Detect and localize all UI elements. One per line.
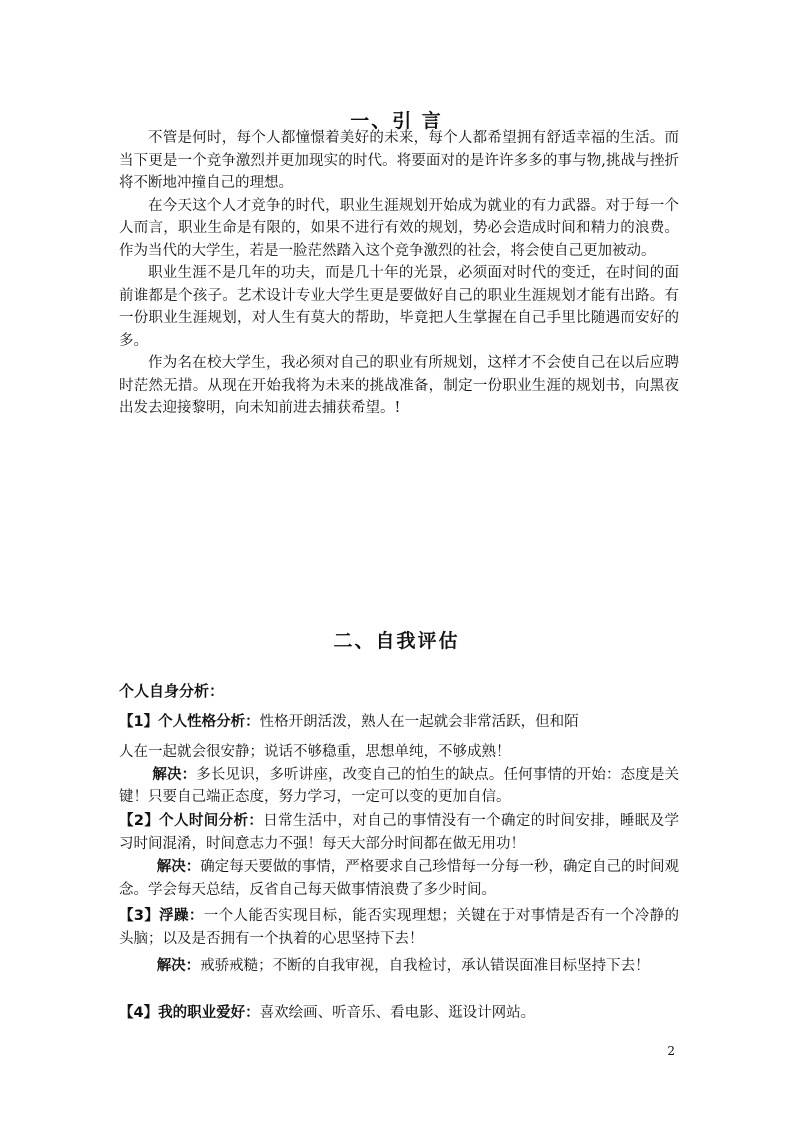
intro-paragraph: 作为名在校大学生，我必须对自己的职业有所规划，这样才不会使自己在以后应聘时茫然无措。从现在开始我将为未来的挑战准备，制定一份职业生涯的规划书，向黑夜出发去迎接黎明，向未知前进去捕获希望。!	[119, 355, 679, 416]
item-text: 日常生活中，对自己的事情没有一个确定的时间安排，睡眠及学习时间混淆，时间意志力不强！每天大部分时间都在做无用功！	[119, 813, 679, 852]
intro-paragraph: 职业生涯不是几年的功夫，而是几十年的光景，必须面对时代的变迁，在时间的面前谁都是个孩子。艺术设计专业大学生更是要做好自己的职业生涯规划才能有出路。有一份职业生涯规划，对人生有莫大的帮助，毕竟把人生掌握在自己手里比随遇而安好的多。	[119, 265, 679, 349]
section2-title: 二、自我评估	[333, 630, 460, 652]
item-text: 喜欢绘画、听音乐、看电影、逛设计网站。	[259, 1005, 536, 1021]
intro-paragraph: 不管是何时，每个人都憧憬着美好的未来，每个人都希望拥有舒适幸福的生活。而当下更是一个竞争激烈并更加现实的时代。将要面对的是许许多多的事与物,挑战与挫折将不断地冲撞自己的理想。	[119, 130, 679, 191]
solve-label: 解决：	[152, 766, 197, 783]
item-time	[119, 810, 679, 855]
item-label: 【4】我的职业爱好：	[119, 1005, 260, 1021]
item-hobby	[119, 1002, 679, 1025]
item-personality-cont	[119, 741, 679, 809]
solve-text: 多长见识，多听讲座，改变自己的怕生的缺点。任何事情的开始：态度是关键！只要自己端正态度，努力学习，一定可以变的更加自信。	[119, 766, 680, 805]
item-label: 【3】浮躁：	[119, 908, 204, 924]
item-label: 【1】个人性格分析：	[119, 714, 260, 730]
page-number: 2	[667, 1044, 675, 1058]
section1-title: 一、引 言	[350, 110, 443, 132]
item-personality	[119, 711, 679, 734]
item-label: 【2】个人时间分析：	[119, 813, 264, 829]
solve-text: 确定每天要做的事情，严格要求自己珍惜每一分每一秒，确定自己的时间观念。学会每天总结，反省自己每天做事情浪费了多少时间。	[119, 859, 680, 898]
item-impetuous-solve	[119, 955, 679, 978]
intro-paragraph: 在今天这个人才竞争的时代，职业生涯规划开始成为就业的有力武器。对于每一个人而言，职业生命是有限的，如果不进行有效的规划，势必会造成时间和精力的浪费。作为当代的大学生，若是一脸茫然踏入这个竞争激烈的社会，将会使自己更加被动。	[119, 197, 679, 259]
solve-text: 戒骄戒糙；不断的自我审视，自我检讨，承认错误面准目标坚持下去！	[200, 958, 650, 974]
solve-label: 解决：	[156, 859, 201, 875]
self-analysis-heading: 个人自身分析：	[119, 682, 225, 700]
item-impetuous	[119, 905, 679, 950]
item-text: 人在一起就会很安静；说话不够稳重，思想单纯，不够成熟！	[119, 744, 511, 760]
solve-label: 解决：	[156, 958, 201, 974]
item-text: 一个人能否实现目标，能否实现理想；关键在于对事情是否有一个冷静的头脑；以及是否拥有一个执着的心思坚持下去！	[119, 908, 679, 947]
item-time-solve	[119, 856, 679, 901]
item-text: 性格开朗活泼，熟人在一起就会非常活跃，但和陌	[259, 714, 579, 730]
intro-body	[119, 127, 679, 420]
